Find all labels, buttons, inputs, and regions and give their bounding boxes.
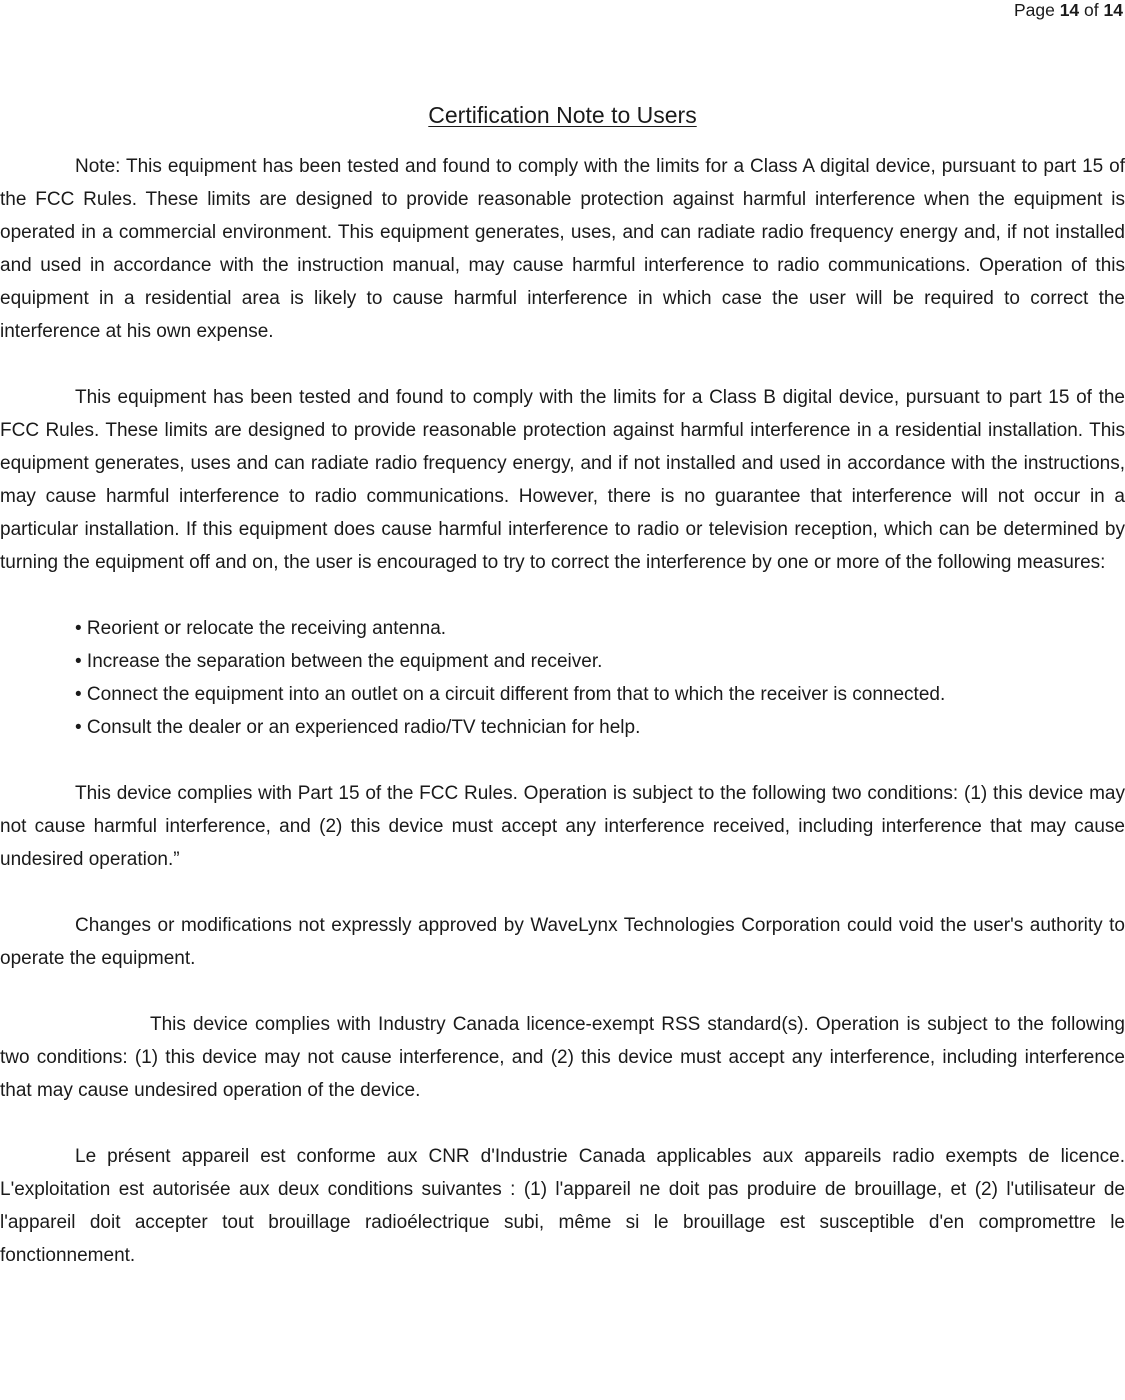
page-of: of (1084, 0, 1099, 20)
page-number (1014, 0, 1123, 20)
french-paragraph: Le présent appareil est conforme aux CNR d'Industrie Canada applicables aux appareils radio exempts de licence. L'exploitation est autorisée aux deux conditions suivantes : (1) l'appareil ne doit pas produire de brouillage, et (2) l'utilisateur de l'appareil doit accepter tout brouillage radioélectrique subi, même si le brouillage est susceptible d'en compromettre le fonctionnement. (0, 1146, 1125, 1266)
list-item: • Connect the equipment into an outlet on a circuit different from that to which the receiver is connected. (75, 684, 946, 705)
page-prefix: Page (1013, 0, 1055, 20)
list-item: • Consult the dealer or an experienced radio/TV technician for help. (75, 717, 641, 738)
modifications-paragraph: Changes or modifications not expressly approved by WaveLynx Technologies Corporation could void the user's authority to operate the equipment. (0, 915, 1125, 969)
page-current: 14 (1059, 0, 1080, 20)
list-item: • Increase the separation between the equipment and receiver. (75, 651, 603, 672)
class-a-paragraph: Note: This equipment has been tested and found to comply with the limits for a Class A digital device, pursuant to part 15 of the FCC Rules. These limits are designed to provide reasonable protection against harmful interference when the equipment is operated in a commercial environment. This equipment generates, uses, and can radiate radio frequency energy and, if not installed and used in accordance with the instruction manual, may cause harmful interference to radio communications. Operation of this equipment in a residential area is likely to cause harmful interference in which case the user will be required to correct the interference at his own expense. (0, 156, 1125, 342)
page-title: Certification Note to Users (428, 102, 697, 128)
document-body (0, 150, 1125, 1272)
fcc-part15-paragraph: This device complies with Part 15 of the FCC Rules. Operation is subject to the following two conditions: (1) this device may not cause harmful interference, and (2) this device must accept any interference received, including interference that may cause undesired operation.” (0, 783, 1125, 870)
industry-canada-paragraph: This device complies with Industry Canada licence-exempt RSS standard(s). Operation is subject to the following two conditions: (1) this device may not cause interference, and (2) this device must accept any interference, including interference that may cause undesired operation of the device. (0, 1014, 1125, 1101)
page-total: 14 (1103, 0, 1123, 20)
class-b-paragraph: This equipment has been tested and found to comply with the limits for a Class B digital device, pursuant to part 15 of the FCC Rules. These limits are designed to provide reasonable protection against harmful interference in a residential installation. This equipment generates, uses and can radiate radio frequency energy, and if not installed and used in accordance with the instructions, may cause harmful interference to radio communications. However, there is no guarantee that interference will not occur in a particular installation. If this equipment does cause harmful interference to radio or television reception, which can be determined by turning the equipment off and on, the user is encouraged to try to correct the interference by one or more of the following measures: (0, 387, 1125, 573)
list-item: • Reorient or relocate the receiving antenna. (75, 618, 447, 639)
